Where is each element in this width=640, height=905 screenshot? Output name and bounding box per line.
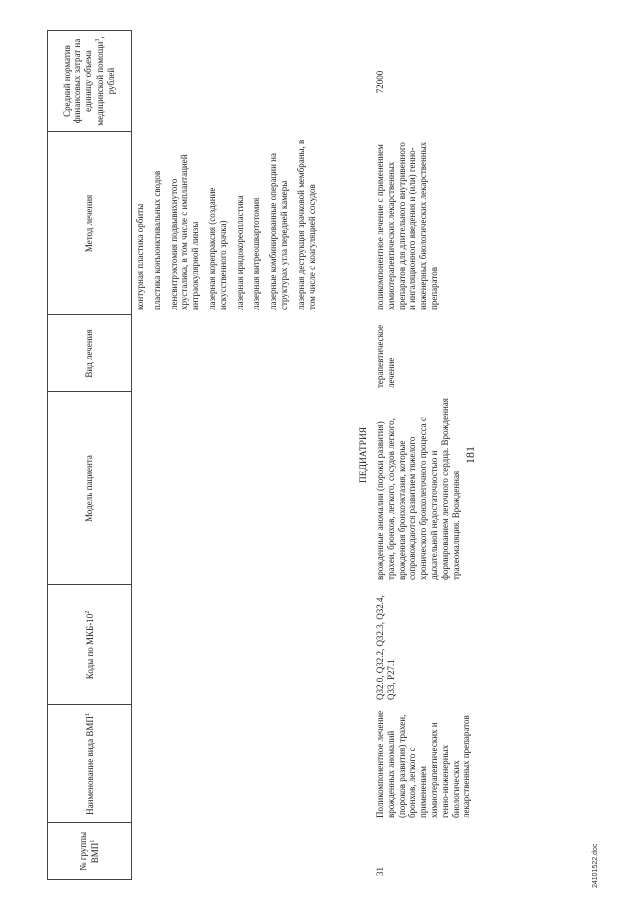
previous-methods-list: [135, 138, 323, 310]
header-divider: [47, 391, 131, 392]
header-treatment-method: Метод лечения: [83, 194, 94, 253]
header-treatment-type: Вид лечения: [83, 329, 94, 378]
document-code: 24101522.doc: [592, 843, 599, 888]
header-divider: [47, 314, 131, 315]
list-item: лазерные комбинированные операции на структурах угла передней камеры: [268, 153, 289, 310]
row-vmp-name: Поликомпонентное лечение врожденных аномалий (пороков развития) трахеи, бронхов, легкого с применением химиотерапевтических и генно-инженерных биологических лекарственных препаратов: [375, 710, 472, 818]
header-cost-norm: Средний норматив финансовых затрат на единицу объема медицинской помощи$^3$, рублей: [61, 36, 116, 126]
list-item: ленсвитрэктомия подвывихнутого хрусталика, в том числе с имплантацией интраокулярной линзы: [168, 154, 201, 310]
list-item: контурная пластика орбиты: [135, 203, 145, 310]
header-divider: [47, 30, 131, 31]
row-group-number: 31: [375, 867, 385, 876]
section-title: ПЕДИАТРИЯ: [359, 426, 369, 484]
header-icd-codes: Коды по МКБ-$10^2$: [84, 610, 95, 680]
list-item: лазерная иридокореопластика: [234, 195, 245, 310]
header-group-number: № группы ВМП$^1$: [77, 831, 100, 872]
header-divider: [47, 879, 131, 880]
list-item: лазерная деструкция зрачковой мембраны, в том числе с коагуляцией сосудов: [295, 139, 317, 310]
list-item: лазерная витреошвартотомия: [251, 197, 262, 310]
row-cost: 72000: [375, 70, 385, 94]
page-number: 181: [463, 446, 477, 464]
list-item: пластика конъюнктивальных сводов: [151, 170, 162, 310]
row-patient-model: врожденные аномалии (пороки развития) трахеи, бронхов, легкого, сосудов легкого, врожденная бронхоэктазия, которые сопровождаются развитием тяжелого хронического бронхолегочного процесса с дыхательной недостаточностью и формированием легочного сердца. Врожденная трахеомаляция. Врожденная: [375, 398, 461, 580]
header-bottom-border: [131, 30, 132, 880]
list-item: лазерная корепраксия (создание искусственного зрачка): [206, 187, 228, 310]
header-vmp-name: Наименование вида ВМП$^1$: [84, 713, 95, 815]
row-icd-codes: Q32.0, Q32.2, Q32.3, Q32.4, Q33, P27.1: [375, 595, 396, 700]
header-divider: [47, 704, 131, 705]
rotated-page: [45, 30, 610, 888]
row-treatment-method: поликомпонентное лечение с применением химиотерапевтических лекарственных препаратов для длительного внутривенного и ингаляционного введения и (или) генно-инженерных биологических лекарственных препаратов: [375, 141, 439, 310]
header-patient-model: Модель пациента: [83, 455, 94, 522]
header-divider: [47, 131, 131, 132]
header-divider: [47, 584, 131, 585]
medical-care-table: [47, 30, 587, 880]
row-treatment-type: терапевтическое лечение: [375, 324, 396, 388]
header-divider: [47, 822, 131, 823]
